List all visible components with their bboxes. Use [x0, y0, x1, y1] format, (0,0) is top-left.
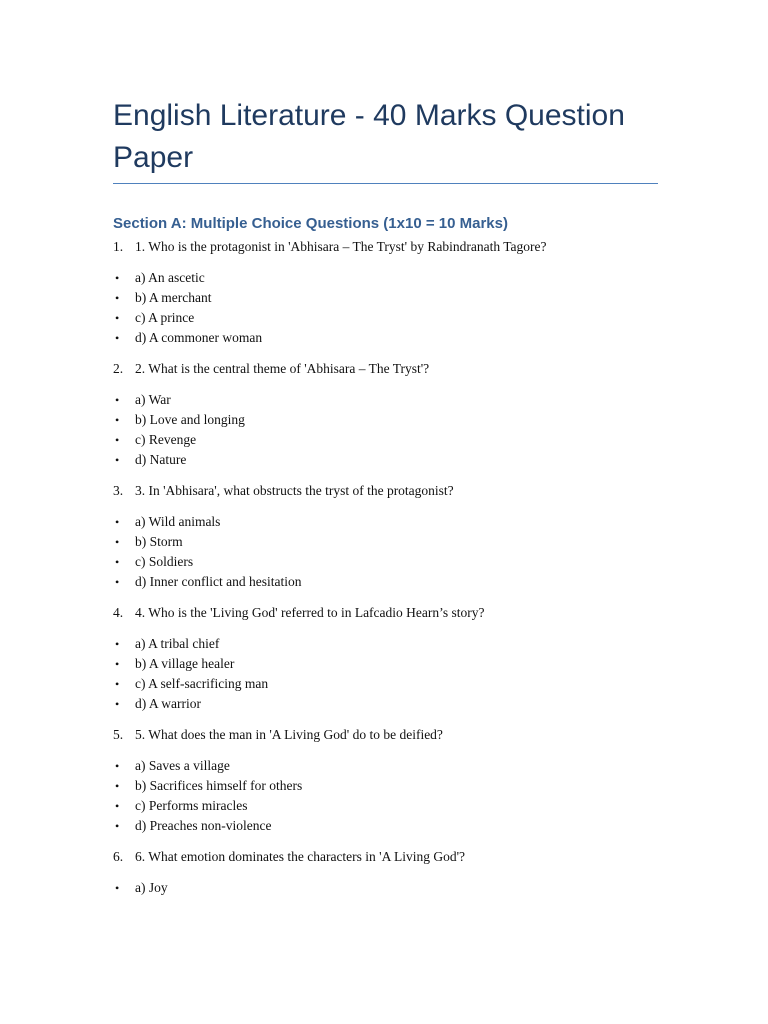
option-item	[113, 878, 658, 898]
option-list	[113, 390, 658, 470]
option-list	[113, 756, 658, 836]
question-text-line	[113, 847, 658, 867]
option-text: b) A merchant	[135, 290, 212, 305]
question-number: 4.	[113, 605, 124, 620]
question-item	[113, 603, 658, 714]
question-text-line	[113, 359, 658, 379]
question-text: 1. Who is the protagonist in 'Abhisara – The Tryst' by Rabindranath Tagore?	[135, 239, 547, 254]
option-text: a) An ascetic	[135, 270, 205, 285]
option-text: b) Storm	[135, 534, 183, 549]
question-item	[113, 725, 658, 836]
bullet-icon: •	[115, 697, 120, 711]
question-text: 3. In 'Abhisara', what obstructs the tryst of the protagonist?	[135, 483, 454, 498]
option-text: d) Inner conflict and hesitation	[135, 574, 302, 589]
option-item	[113, 634, 658, 654]
section-a-heading: Section A: Multiple Choice Questions (1x10 = 10 Marks)	[113, 215, 508, 232]
bullet-icon: •	[115, 637, 120, 651]
bullet-icon: •	[115, 393, 120, 407]
question-number: 6.	[113, 849, 124, 864]
option-list	[113, 268, 658, 348]
option-text: a) Wild animals	[135, 514, 221, 529]
question-list	[113, 237, 658, 898]
option-text: b) Sacrifices himself for others	[135, 778, 303, 793]
option-item	[113, 288, 658, 308]
bullet-icon: •	[115, 677, 120, 691]
option-item	[113, 796, 658, 816]
question-text: 4. Who is the 'Living God' referred to in Lafcadio Hearn’s story?	[135, 605, 485, 620]
question-text: 6. What emotion dominates the characters in 'A Living God'?	[135, 849, 466, 864]
bullet-icon: •	[115, 331, 120, 345]
option-item	[113, 816, 658, 836]
option-list	[113, 512, 658, 592]
option-item	[113, 308, 658, 328]
bullet-icon: •	[115, 271, 120, 285]
bullet-icon: •	[115, 779, 120, 793]
option-text: d) A warrior	[135, 696, 201, 711]
bullet-icon: •	[115, 535, 120, 549]
bullet-icon: •	[115, 799, 120, 813]
option-item	[113, 654, 658, 674]
option-item	[113, 694, 658, 714]
question-text-line	[113, 725, 658, 745]
option-text: c) Revenge	[135, 432, 197, 447]
question-item	[113, 481, 658, 592]
option-text: d) Nature	[135, 452, 187, 467]
question-number: 5.	[113, 727, 124, 742]
question-number: 2.	[113, 361, 124, 376]
question-text-line	[113, 603, 658, 623]
option-text: a) A tribal chief	[135, 636, 220, 651]
option-item	[113, 390, 658, 410]
option-text: c) Soldiers	[135, 554, 194, 569]
bullet-icon: •	[115, 657, 120, 671]
bullet-icon: •	[115, 515, 120, 529]
bullet-icon: •	[115, 575, 120, 589]
option-text: c) A self-sacrificing man	[135, 676, 269, 691]
option-text: d) Preaches non-violence	[135, 818, 272, 833]
document-page	[113, 95, 658, 898]
option-item	[113, 328, 658, 348]
option-item	[113, 674, 658, 694]
question-number: 1.	[113, 239, 124, 254]
option-item	[113, 410, 658, 430]
option-item	[113, 776, 658, 796]
question-text-line	[113, 237, 658, 257]
option-item	[113, 430, 658, 450]
option-text: c) Performs miracles	[135, 798, 248, 813]
question-text: 5. What does the man in 'A Living God' do to be deified?	[135, 727, 443, 742]
bullet-icon: •	[115, 291, 120, 305]
question-number: 3.	[113, 483, 124, 498]
bullet-icon: •	[115, 881, 120, 895]
option-list	[113, 634, 658, 714]
option-text: a) Joy	[135, 880, 168, 895]
option-item	[113, 756, 658, 776]
option-text: b) A village healer	[135, 656, 235, 671]
option-item	[113, 572, 658, 592]
bullet-icon: •	[115, 413, 120, 427]
question-item	[113, 359, 658, 470]
option-text: d) A commoner woman	[135, 330, 263, 345]
question-item	[113, 847, 658, 898]
question-text: 2. What is the central theme of 'Abhisara – The Tryst'?	[135, 361, 430, 376]
bullet-icon: •	[115, 433, 120, 447]
option-text: a) Saves a village	[135, 758, 230, 773]
question-text-line	[113, 481, 658, 501]
option-text: c) A prince	[135, 310, 195, 325]
option-item	[113, 450, 658, 470]
bullet-icon: •	[115, 819, 120, 833]
question-item	[113, 237, 658, 348]
option-item	[113, 552, 658, 572]
option-list	[113, 878, 658, 898]
option-item	[113, 268, 658, 288]
bullet-icon: •	[115, 311, 120, 325]
bullet-icon: •	[115, 759, 120, 773]
option-item	[113, 512, 658, 532]
bullet-icon: •	[115, 555, 120, 569]
document-title: English Literature - 40 Marks Question Paper	[113, 95, 658, 184]
bullet-icon: •	[115, 453, 120, 467]
option-text: a) War	[135, 392, 171, 407]
option-item	[113, 532, 658, 552]
option-text: b) Love and longing	[135, 412, 245, 427]
